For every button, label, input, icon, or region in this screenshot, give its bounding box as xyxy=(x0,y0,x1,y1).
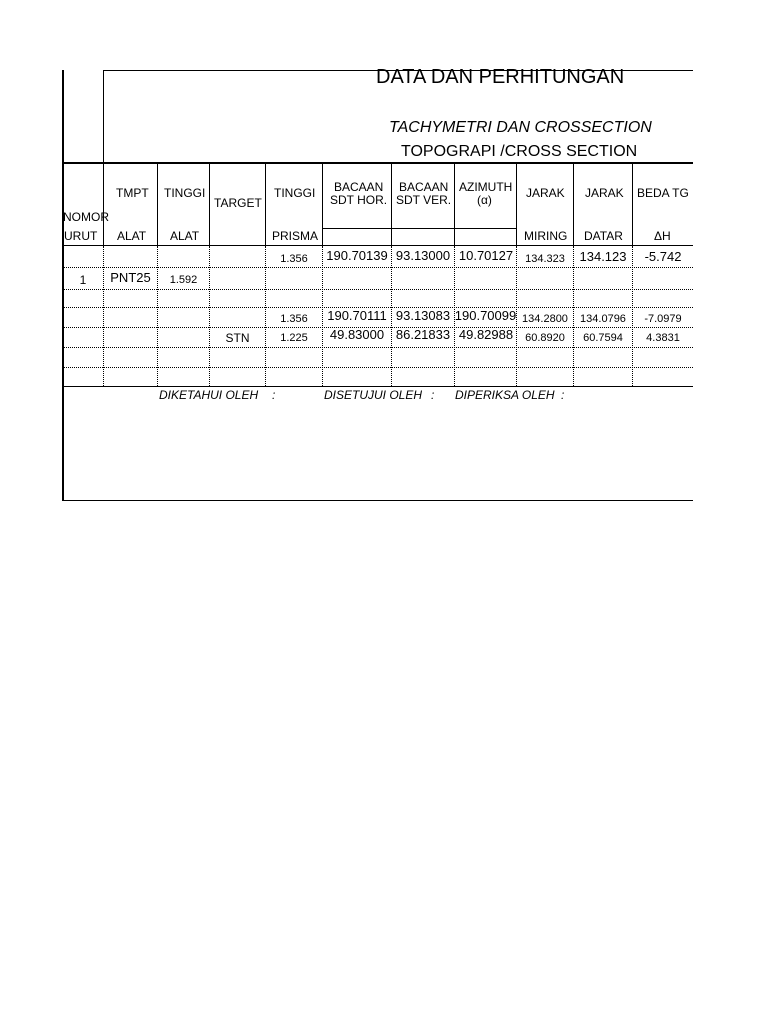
row4-jarak-datar: 60.7594 xyxy=(583,332,623,344)
subtitle-topograpi: TOPOGRAPI /CROSS SECTION xyxy=(401,143,638,160)
signature-diketahui: DIKETAHUI OLEH xyxy=(159,388,259,402)
header-tinggi-alat: TINGGI xyxy=(164,186,206,200)
row1-prisma: 1.356 xyxy=(280,253,308,265)
row4-sdt-hor: 49.83000 xyxy=(329,327,385,342)
header-miring: MIRING xyxy=(524,229,568,243)
header-tinggi-prisma: TINGGI xyxy=(274,186,316,200)
header-prisma: PRISMA xyxy=(272,229,319,243)
table-bottom-line xyxy=(62,386,693,387)
row4-jarak-miring: 60.8920 xyxy=(525,332,565,344)
header-azimuth-2: (α) xyxy=(477,193,492,207)
row1-delta-h: -5.742 xyxy=(644,249,682,264)
row4-delta-h: 4.3831 xyxy=(646,332,680,344)
header-beda-tg: BEDA TG xyxy=(637,186,689,200)
row3-jarak-datar: 134.0796 xyxy=(580,313,626,325)
header-bacaan-ver-1: BACAAN xyxy=(399,180,449,194)
col-line-6 xyxy=(391,163,392,245)
frame-inner-left-line xyxy=(103,70,104,163)
row1-jarak-datar: 134.123 xyxy=(579,249,627,264)
row2-nomor: 1 xyxy=(79,273,87,287)
signature-diperiksa: DIPERIKSA OLEH xyxy=(455,388,555,402)
signature-colon-1: : xyxy=(272,388,276,402)
header-bacaan-hor-2: SDT HOR. xyxy=(330,193,388,207)
col-line-9 xyxy=(573,163,574,245)
row3-jarak-miring: 134.2800 xyxy=(522,313,568,325)
header-jarak-miring: JARAK xyxy=(526,186,565,200)
subtitle-tachymetri: TACHYMETRI DAN CROSSECTION xyxy=(389,119,652,136)
row3-sdt-hor: 190.70111 xyxy=(327,308,387,323)
header-mid-line xyxy=(322,228,516,229)
grid-hline-6 xyxy=(62,367,693,368)
header-azimuth-1: AZIMUTH xyxy=(459,180,513,194)
col-line-8 xyxy=(516,163,517,245)
header-bacaan-hor-1: BACAAN xyxy=(334,180,384,194)
grid-hline-5 xyxy=(62,347,693,348)
row4-target: STN xyxy=(225,331,250,345)
header-delta-h: ΔH xyxy=(654,229,671,243)
grid-hline-2 xyxy=(62,289,693,290)
row1-sdt-hor: 190.70139 xyxy=(326,248,388,263)
row1-jarak-miring: 134.323 xyxy=(525,253,565,265)
frame-bottom-line xyxy=(62,500,693,501)
col-line-7 xyxy=(454,163,455,245)
row4-azimuth: 49.82988 xyxy=(458,327,514,342)
row3-delta-h: -7.0979 xyxy=(644,313,682,325)
col-line-3 xyxy=(209,163,210,245)
header-nomor: NOMOR xyxy=(63,210,109,224)
row2-tmpt-alat: PNT25 xyxy=(110,270,151,285)
header-tmpt: TMPT xyxy=(116,186,149,200)
signature-colon-2: : xyxy=(431,388,435,402)
grid-hline-1 xyxy=(62,267,693,268)
header-jarak-datar: JARAK xyxy=(585,186,624,200)
signature-disetujui: DISETUJUI OLEH xyxy=(324,388,423,402)
col-line-2 xyxy=(157,163,158,245)
col-line-5 xyxy=(322,163,323,245)
row3-azimuth: 190.70099 xyxy=(454,308,517,323)
col-line-10 xyxy=(632,163,633,245)
page-title: DATA DAN PERHITUNGAN xyxy=(376,66,625,88)
row3-prisma: 1.356 xyxy=(280,313,308,325)
row1-azimuth: 10.70127 xyxy=(458,248,514,263)
header-datar: DATAR xyxy=(584,229,623,243)
frame-top-line xyxy=(103,70,693,71)
header-bacaan-ver-2: SDT VER. xyxy=(396,193,452,207)
signature-colon-3: : xyxy=(561,388,565,402)
row4-sdt-ver: 86.21833 xyxy=(395,327,451,342)
row3-sdt-ver: 93.13083 xyxy=(395,308,451,323)
row4-prisma: 1.225 xyxy=(280,332,308,344)
col-line-4 xyxy=(265,163,266,245)
header-target: TARGET xyxy=(214,196,262,210)
row1-sdt-ver: 93.13000 xyxy=(395,248,451,263)
header-alat-1: ALAT xyxy=(117,229,147,243)
header-urut: URUT xyxy=(64,229,98,243)
col-line-1 xyxy=(103,163,104,245)
header-alat-2: ALAT xyxy=(170,229,200,243)
row2-tinggi-alat: 1.592 xyxy=(169,274,198,286)
